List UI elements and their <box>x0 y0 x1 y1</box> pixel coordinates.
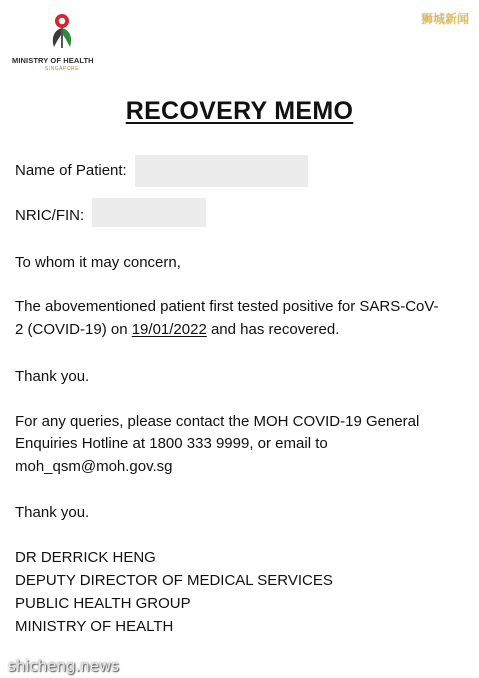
query-line-1: For any queries, please contact the MOH COVID-19 General <box>15 413 420 430</box>
signatory-group: PUBLIC HEALTH GROUP <box>15 595 191 612</box>
body-line-1: The abovementioned patient first tested positive for SARS-CoV- <box>15 298 439 315</box>
body-line-2-prefix: 2 (COVID-19) on <box>15 321 132 338</box>
watermark-bottom: shicheng.news <box>8 657 120 675</box>
body-line-2 <box>15 319 339 342</box>
nric-label: NRIC/FIN: <box>15 207 85 224</box>
patient-name-label: Name of Patient: <box>15 162 127 179</box>
redacted-patient-name <box>135 155 308 187</box>
signatory-name: DR DERRICK HENG <box>15 549 156 566</box>
signatory-title: DEPUTY DIRECTOR OF MEDICAL SERVICES <box>15 572 333 589</box>
body-line-2-suffix: and has recovered. <box>206 321 340 338</box>
thank-you-1: Thank you. <box>15 368 90 385</box>
watermark-top: 狮城新闻 <box>420 12 469 26</box>
logo-title: MINISTRY OF HEALTH <box>12 56 94 65</box>
thank-you-2: Thank you. <box>15 504 90 521</box>
signatory-organisation: MINISTRY OF HEALTH <box>15 618 174 635</box>
redacted-nric <box>92 198 206 227</box>
logo-subtitle: SINGAPORE <box>44 66 80 72</box>
salutation: To whom it may concern, <box>15 254 181 271</box>
test-date: 19/01/2022 <box>131 321 207 338</box>
memo-title: RECOVERY MEMO <box>125 97 354 125</box>
query-email: moh_qsm@moh.gov.sg <box>15 458 173 475</box>
moh-emblem-icon <box>48 12 76 50</box>
query-line-2: Enquiries Hotline at 1800 333 9999, or email to <box>15 435 328 452</box>
